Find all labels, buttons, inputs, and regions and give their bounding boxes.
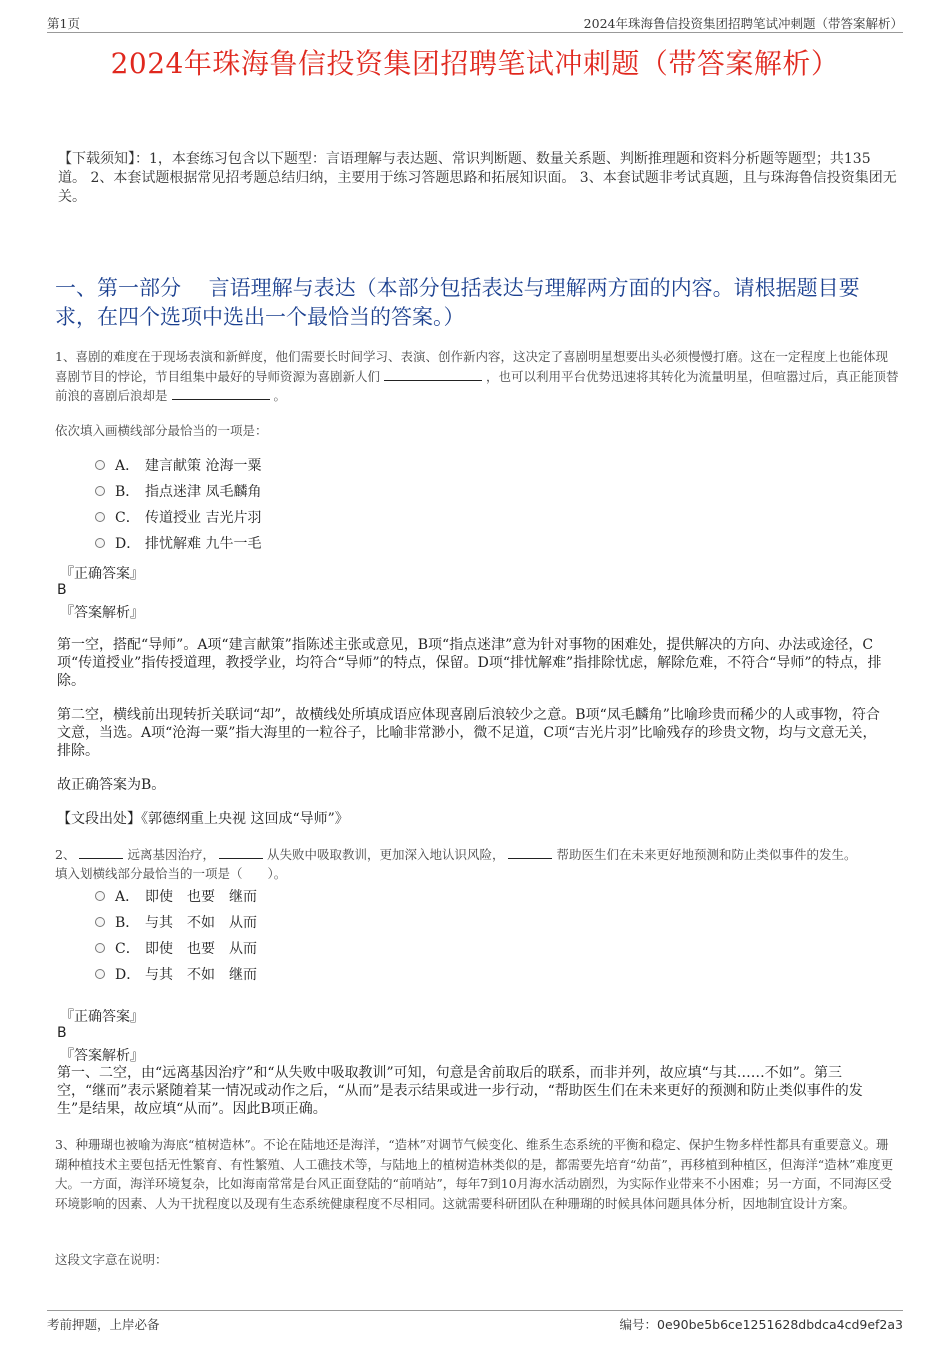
question-2-stem: 2、 远离基因治疗， 从失败中吸取教训，更加深入地认识风险， 帮助医生们在未来更好地预测和防止类似事件的发生。 [55, 847, 857, 862]
question-2-prompt: 填入划横线部分最恰当的一项是（ ）。 [55, 866, 287, 881]
answer-label: 『正确答案』 [60, 566, 144, 582]
answer-value: B [57, 1025, 67, 1041]
footer-slogan: 考前押题，上岸必备 [47, 1317, 160, 1332]
blank [79, 845, 123, 859]
radio-button[interactable] [95, 460, 105, 470]
page-title: 2024年珠海鲁信投资集团招聘笔试冲刺题（带答案解析） [110, 47, 840, 80]
analysis-paragraph: 第一、二空，由“远离基因治疗”和“从失败中吸取教训”可知，句意是舍前取后的联系，而非并列，故应填“与其……不如”。第三空，“继而”表示紧随着某一情况或动作之后，“从而”是表示结果或进一步行动，“帮助医生们在未来更好的预测和防止类似事件的发生”是结果，故应填“从而”。因此B项正确。 [57, 1065, 863, 1117]
answer-label: 『正确答案』 [60, 1009, 144, 1025]
page-header [47, 12, 903, 33]
question-3-prompt: 这段文字意在说明： [55, 1252, 168, 1267]
question-3-stem: 3、种珊瑚也被喻为海底“植树造林”。不论在陆地还是海洋，“造林”对调节气候变化、维系生态系统的平衡和稳定、保护生物多样性都具有重要意义。珊瑚种植技术主要包括无性繁育、有性繁殖、人工礁技术等，与陆地上的植树造林类似的是，都需要先培育“幼苗”，再移植到种植区，但海洋“造林”难度更大。一方面，海洋环境复杂，比如海南常常是台风正面登陆的“前哨站”，每年7到10月海水活动剧烈，为实际作业带来不小困难；另一方面，不同海区受环境影响的因素、人为干扰程度以及现有生态系统健康程度不尽相同。这就需要科研团队在种珊瑚的时候具体问题具体分析，因地制宜设计方案。 [55, 1137, 894, 1211]
radio-button[interactable] [95, 969, 105, 979]
radio-button[interactable] [95, 512, 105, 522]
radio-button[interactable] [95, 917, 105, 927]
download-notice: 【下载须知】：1，本套练习包含以下题型：言语理解与表达题、常识判断题、数量关系题、判断推理题和资料分析题等题型；共135道。 2、本套试题根据常见招考题总结归纳，主要用于练习答题思路和拓展知识面。 3、本套试题非考试真题，且与珠海鲁信投资集团无关。 [58, 151, 897, 205]
header-doc-title: 2024年珠海鲁信投资集团招聘笔试冲刺题（带答案解析） [583, 16, 903, 31]
page-number: 第1页 [47, 16, 80, 31]
question-1-options [95, 452, 261, 556]
radio-button[interactable] [95, 486, 105, 496]
footer-code: 编号：0e90be5b6ce1251628dbdca4cd9ef2a3 [619, 1317, 903, 1332]
option-c[interactable]: C． 即使 也要 从而 [95, 935, 257, 961]
option-d[interactable]: D． 与其 不如 继而 [95, 961, 257, 987]
question-1-prompt: 依次填入画横线部分最恰当的一项是： [55, 423, 268, 438]
radio-button[interactable] [95, 943, 105, 953]
question-1-stem: 1、喜剧的难度在于现场表演和新鲜度，他们需要长时间学习、表演、创作新内容，这决定了喜剧明星想要出头必须慢慢打磨。这在一定程度上也能体现喜剧节目的悖论，节目组集中最好的导师资源为喜剧新人们 ，也可以利用平台优势迅速将其转化为流量明星，但喧嚣过后，真正能顶替前浪的喜剧后浪却是 。 [55, 349, 899, 403]
option-d[interactable]: D． 排忧解难 九牛一毛 [95, 530, 261, 556]
page-footer [47, 1310, 903, 1335]
analysis-label: 『答案解析』 [60, 1048, 144, 1064]
section-heading: 一、第一部分 言语理解与表达（本部分包括表达与理解两方面的内容。请根据题目要求，在四个选项中选出一个最恰当的答案。） [55, 276, 860, 329]
blank [172, 386, 270, 400]
analysis-paragraph: 第一空，搭配“导师”。A项“建言献策”指陈述主张或意见，B项“指点迷津”意为针对事物的困难处，提供解决的方向、办法或途径，C项“传道授业”指传授道理，教授学业，均符合“导师”的特点，保留。D项“排忧解难”指排除忧虑，解除危难，不符合“导师”的特点，排除。 [57, 637, 882, 689]
option-b[interactable]: B． 与其 不如 从而 [95, 909, 257, 935]
blank [219, 845, 263, 859]
source-citation: 【文段出处】《郭德纲重上央视 这回成“导师”》 [57, 811, 349, 827]
option-b[interactable]: B． 指点迷津 凤毛麟角 [95, 478, 261, 504]
radio-button[interactable] [95, 538, 105, 548]
blank [508, 845, 552, 859]
blank [384, 367, 482, 381]
radio-button[interactable] [95, 891, 105, 901]
analysis-label: 『答案解析』 [60, 605, 144, 621]
option-c[interactable]: C． 传道授业 吉光片羽 [95, 504, 261, 530]
option-a[interactable]: A． 建言献策 沧海一粟 [95, 452, 261, 478]
answer-value: B [57, 582, 67, 598]
option-a[interactable]: A． 即使 也要 继而 [95, 883, 257, 909]
question-2-options [95, 883, 257, 987]
analysis-conclusion: 故正确答案为B。 [57, 777, 166, 793]
analysis-paragraph: 第二空，横线前出现转折关联词“却”，故横线处所填成语应体现喜剧后浪较少之意。B项“凤毛麟角”比喻珍贵而稀少的人或事物，符合文意，当选。A项“沧海一粟”指大海里的一粒谷子，比喻非常渺小，微不足道，C项“吉光片羽”比喻残存的珍贵文物，均与文意无关，排除。 [57, 707, 880, 759]
